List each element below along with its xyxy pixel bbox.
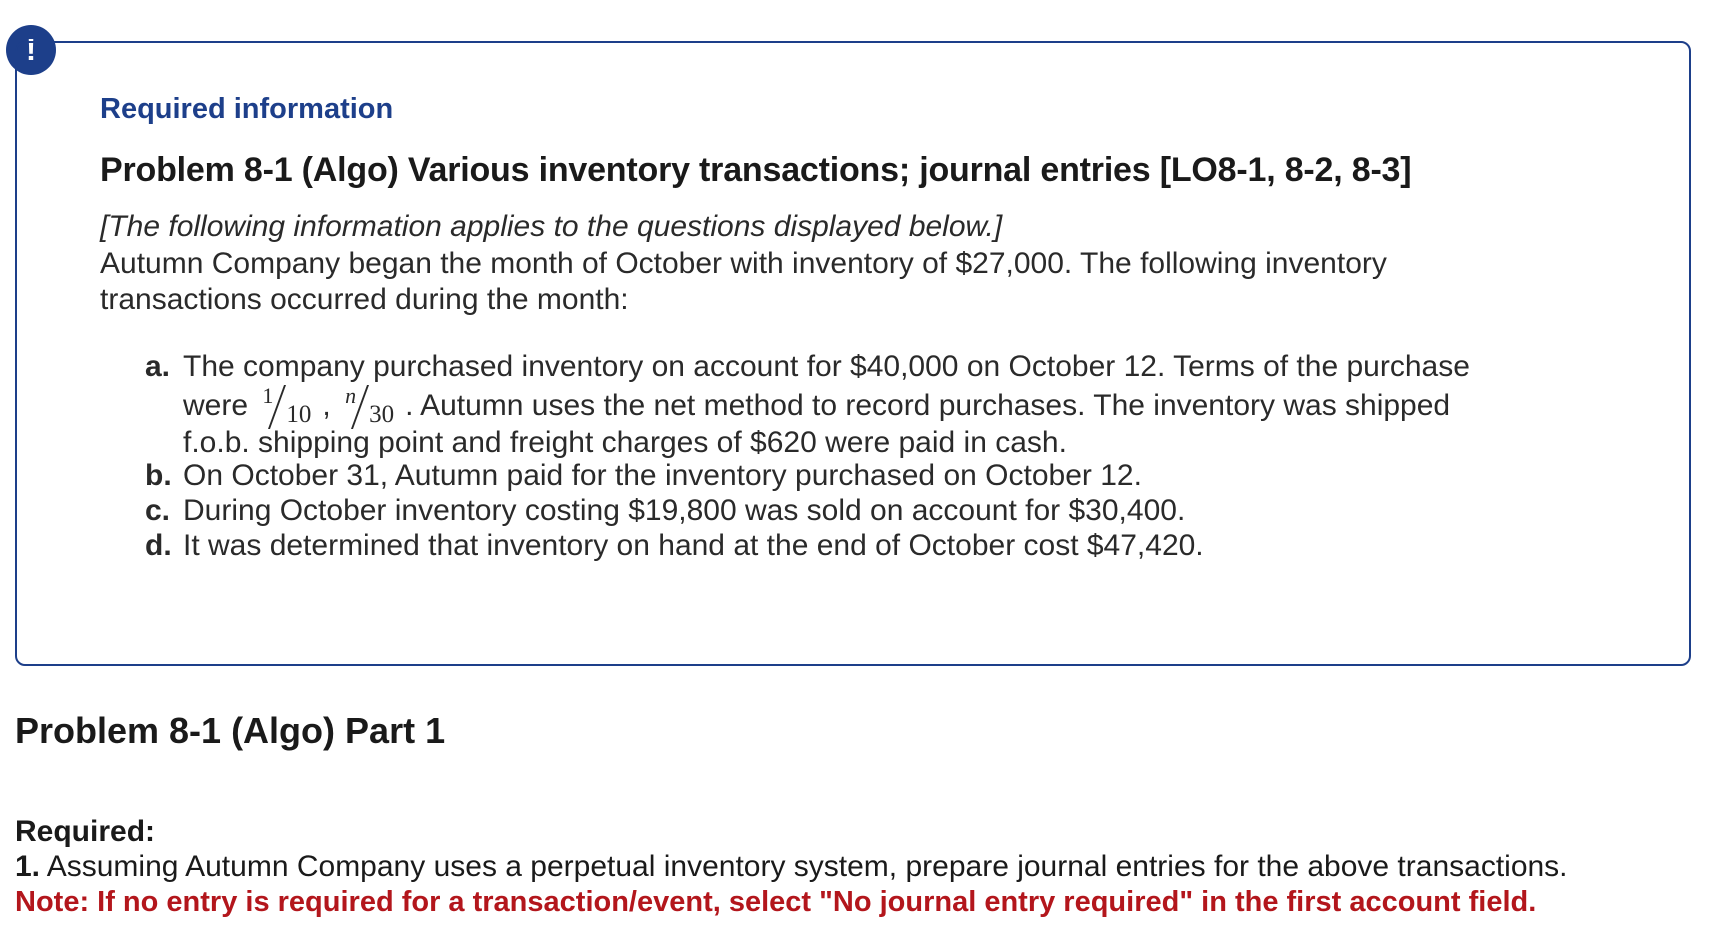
item-text-line2 [183,385,1450,429]
required-label: Required: [15,815,156,848]
requirement-text [15,850,1568,884]
problem-title: Problem 8-1 (Algo) Various inventory transactions; journal entries [LO8-1, 8-2, 8-3] [100,151,1412,189]
item-letter: c. [145,494,171,527]
requirement-number: 1. [15,850,41,883]
fraction-denominator: 30 [369,401,395,428]
terms-fraction-1-10 [260,385,318,429]
intro-text: Autumn Company began the month of October with inventory of $27,000. The following inventory transactions occurred during the month: [100,247,1387,316]
required-information-heading: Required information [100,93,394,125]
terms-separator: , [322,388,331,422]
item-text: During October inventory costing $19,800 was sold on account for $30,400. [183,494,1186,527]
note-text: Note: If no entry is required for a transaction/event, select "No journal entry required" in the first account field. [15,886,1537,918]
part-title: Problem 8-1 (Algo) Part 1 [15,710,446,751]
exclamation-glyph: ! [25,32,37,67]
terms-fraction-n-30 [343,385,401,429]
intro-note: [The following information applies to the questions displayed below.] [100,210,1003,243]
fraction-numerator: 1 [262,383,274,408]
item-text: On October 31, Autumn paid for the inventory purchased on October 12. [183,459,1142,492]
requirement-body: Assuming Autumn Company uses a perpetual inventory system, prepare journal entries for the above transactions. [46,850,1568,883]
item-text-line2-end: . Autumn uses the net method to record purchases. The inventory was shipped [405,388,1451,422]
item-text-line3: f.o.b. shipping point and freight charges of $620 were paid in cash. [183,426,1067,459]
item-letter: a. [145,350,171,383]
item-text: The company purchased inventory on account for $40,000 on October 12. Terms of the purchase [183,350,1470,383]
fraction-denominator: 10 [286,401,312,428]
item-text: It was determined that inventory on hand at the end of October cost $47,420. [183,529,1204,562]
item-text-were: were [183,388,249,422]
item-letter: d. [145,529,172,562]
fraction-numerator: n [345,383,357,408]
item-letter: b. [145,459,172,492]
